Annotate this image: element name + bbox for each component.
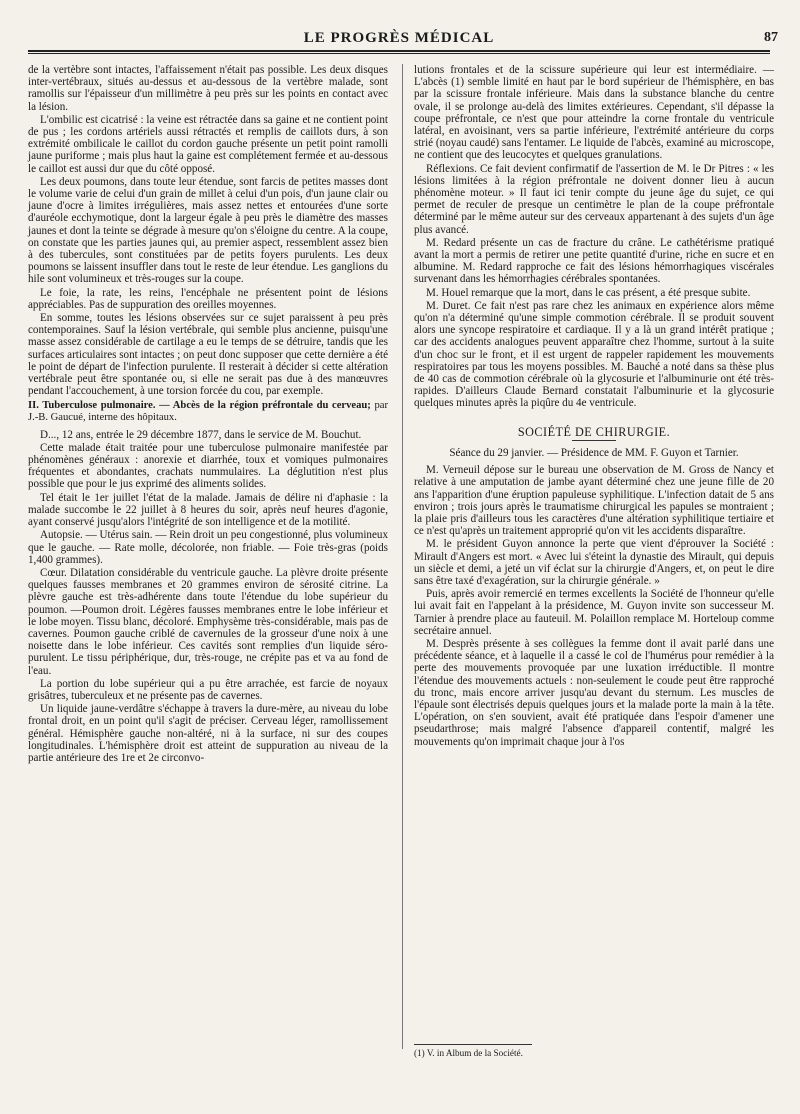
case-title-heading: II. Tuberculose pulmonaire. — Abcès de la région préfrontale du cerveau; (28, 400, 371, 412)
paragraph: M. Verneuil dépose sur le bureau une observation de M. Gross de Nancy et relative à une amputation de jambe ayant déterminé chez une jeune fille de 20 ans l'apparition d'une éruption papuleuse syphilitique. L'infection datait de 5 ans environ ; trois jours après le traumatisme chirurgical les papules se montraient ; la plaie pris d'ailleurs tous les caractères d'une altération syphilitique tertiaire et ce n'est qu'après un traitement approprié qu'on vit les accidents disparaître. (414, 464, 774, 538)
paragraph: Un liquide jaune-verdâtre s'échappe à travers la dure-mère, au niveau du lobe frontal droit, en un point qu'il s'agit de préciser. Cerveau léger, ramollissement général. Hémisphère gauche non-altéré, ni à la surface, ni sur des coupes longitudinales. L'hémisphère droit est atteint de suppuration au niveau de la partie antérieure des 1re et 2e circonvo- (28, 703, 388, 764)
footnote: (1) V. in Album de la Société. (414, 1048, 523, 1058)
case-title (28, 400, 388, 423)
case-title-author: par J.-B. Gaucué, interne des hôpitaux. (28, 400, 388, 424)
paragraph: M. Duret. Ce fait n'est pas rare chez les animaux en expérience alors même qu'on n'a déterminé qu'une simple commotion cérébrale. Il se produit souvent alors une syncope respiratoire et cardiaque. Il y a là un grand intérêt pratique ; car des accidents analogues peuvent apparaître chez l'homme, surtout à la suite d'un choc sur le front, et il est urgent de rappeler rapidement les mouvements respiratoires par tous les moyens possibles. M. Bauché a noté dans sa thèse plus de 40 cas de commotion cérébrale où la glycosurie et l'albuminurie ont été très-rapides. D'ailleurs Claude Bernard constatait l'albuminurie et la glycosurie quelques minutes après la piqûre du 4e ventricule. (414, 299, 774, 410)
paragraph: lutions frontales et de la scissure supérieure qui leur est intermédiaire. — L'abcès (1) semble limité en haut par le bord supérieur de l'hémisphère, en bas par la scissure frontale inférieure. Mais dans la substance blanche du centre ovale, il se prolonge au-delà des limites extérieures. Cependant, s'il dépasse la coupe préfrontale, ce n'est que pour atteindre la corne frontale du ventricule latéral, en avoisinant, vers sa partie inférieure, l'extrémité antérieure du corps strié (noyau caudé) sans l'entamer. Le liquide de l'abcès, examiné au microscope, ne contient que des leucocytes et quelques granulations. (414, 64, 774, 162)
paragraph: M. Houel remarque que la mort, dans le cas présent, a été presque subite. (426, 286, 751, 299)
header-rule-thin (28, 53, 770, 54)
page-header (28, 26, 778, 54)
journal-title: LE PROGRÈS MÉDICAL (303, 30, 495, 46)
paragraph: Le foie, la rate, les reins, l'encéphale ne présentent point de lésions appréciables. Pas de suppuration des oreilles moyennes. (28, 286, 388, 311)
page-number: 87 (764, 30, 778, 45)
section-rule (572, 440, 616, 441)
right-column (414, 64, 774, 749)
paragraph: Les deux poumons, dans toute leur étendue, sont farcis de petites masses dont le volume varie de celui d'un grain de millet à celui d'un pois, d'un jaune clair ou jaune d'ocre à limites irrégulières, mais assez nettes et entourées d'une sorte d'auréole ecchymotique, dont la largeur égale à peu près le diamètre des masses jaunes et dont la teinte se dégrade à mesure qu'on s'éloigne du centre. A la coupe, on constate que les parties jaunes qui, au premier aspect, ressemblent assez bien à des tubercules, sont constituées par de petits foyers purulents. Les deux poumons se laissent insuffler dans tout le reste de leur étendue. Les ganglions du hile sont volumineux et très-rouges sur la coupe. (28, 175, 388, 286)
paragraph: La portion du lobe supérieur qui a pu être arrachée, est farcie de noyaux grisâtres, tuberculeux et ne présente pas de cavernes. (28, 677, 388, 702)
paragraph: de la vertèbre sont intactes, l'affaissement n'était pas possible. Les deux disques inter-vertébraux, situés au-dessus et au-dessous de la vertèbre malade, sont ramollis sur l'épaisseur d'un millimètre à peu près sur les points en contact avec la lésion. (28, 64, 388, 113)
header-rule (28, 50, 770, 52)
column-divider (402, 64, 403, 1049)
paragraph: D..., 12 ans, entrée le 29 décembre 1877, dans le service de M. Bouchut. (40, 428, 362, 441)
left-column (28, 64, 388, 765)
paragraph: Autopsie. — Utérus sain. — Rein droit un peu congestionné, plus volumineux que le gauche. — Rate molle, décolorée, non friable. — Foie très-gras (poids 1,400 grammes). (28, 529, 388, 566)
paragraph: L'ombilic est cicatrisé : la veine est rétractée dans sa gaine et ne contient point de pus ; les cordons artériels aussi rétractés et remplis de caillots durs, à son extrémité ombilicale le caillot du cordon gauche présente un petit point ramolli jaune puriforme ; mais plus haut la gaine est complétement fermée et au-dessous le caillot est aussi dur que du côté opposé. (28, 113, 388, 175)
paragraph: Tel était le 1er juillet l'état de la malade. Jamais de délire ni d'aphasie : la malade succombe le 22 juillet à 8 heures du soir, après neuf heures d'agonie, ayant conservé jusqu'alors l'intégrité de son intelligence et de la motilité. (28, 491, 388, 529)
section-title: SOCIÉTÉ DE CHIRURGIE. (517, 424, 671, 439)
paragraph: Cœur. Dilatation considérable du ventricule gauche. La plèvre droite présente quelques fausses membranes et 20 grammes environ de sérosité citrine. La plèvre gauche est très-adhérente dans toute l'étendue du lobe supérieur du poumon. —Poumon droit. Légères fausses membranes entre le lobe inférieur et le lobe moyen. Tissu blanc, décoloré. Emphysème très-considérable, mais pas de cavernes. Poumon gauche criblé de cavernules de la grosseur d'une noix à une noisette dans le lobe inférieur. Ces cavités sont remplies d'un liquide séro-purulent. Le tissu périphérique, dur, très-rouge, ne crépite pas et va au fond de l'eau. (28, 566, 388, 677)
session-line: Séance du 29 janvier. — Présidence de MM. F. Guyon et Tarnier. (449, 446, 739, 459)
paragraph: M. Desprès présente à ses collègues la femme dont il avait parlé dans une précédente séance, et à laquelle il a cassé le col de l'humérus pour remédier à la perte des mouvements provoquée par une luxation irréductible. Il montre l'étendue des mouvements actuels : non-seulement le coude peut être rapproché du tronc, mais encore arriver jusqu'au devant du sternum. Les muscles de l'épaule sont électrisés depuis quelques jours et la malade porte la main à la tête. L'opération, on s'en souvient, avait été pratiquée dans l'espoir d'amener une pseudarthrose; mais malgré l'absence d'appareil contentif, malgré les mouvements qu'on imprimait chaque jour à l'os (414, 637, 774, 748)
paragraph: Réflexions. Ce fait devient confirmatif de l'assertion de M. le Dr Pitres : « les lésions limitées à la région préfrontale ne doivent donner lieu à aucun phénomène moteur. » Il faut ici tenir compte du jeune âge du sujet, ce qui permet de reculer de presque un centimètre le plan de la coupe préfrontale déterminé par le même auteur sur des cerveaux appartenant à des sujets d'un âge plus avancé. (414, 162, 774, 236)
paragraph: M. le président Guyon annonce la perte que vient d'éprouver la Société : Mirault d'Angers est mort. « Avec lui s'éteint la dynastie des Mirault, qui depuis un siècle et demi, a jeté un vif éclat sur la chirurgie d'Angers, et, on peut le dire sans être taxé d'exagération, sur la chirurgie générale. » (414, 538, 774, 587)
paragraph: M. Redard présente un cas de fracture du crâne. Le cathétérisme pratiqué avant la mort a permis de retirer une petite quantité d'urine, riche en sucre et en albumine. M. Redard rapproche ce fait des lésions hémorrhagiques viscérales survenant dans les hémorrhagies cérébrales spontanées. (414, 236, 774, 286)
paragraph: En somme, toutes les lésions observées sur ce sujet paraissent à peu près contemporaines. Sauf la lésion vertébrale, qui semble plus ancienne, puisqu'une masse assez considérable de cartilage a eu le temps de se détruire, tandis que les surfaces articulaires sont intactes ; on peut donc supposer que cette dernière a été le point de départ de l'infection purulente. Il resterait à décider si cette altération vertébrale peut être spontanée ou, si elle ne serait pas due à des manœuvres pendant l'accouchement, à une torsion forcée du cou, par exemple. (28, 312, 388, 398)
footnote-rule (414, 1044, 532, 1045)
paragraph: Puis, après avoir remercié en termes excellents la Société de l'honneur qu'elle lui avait fait en l'appelant à la présidence, M. Guyon invite son successeur M. Tarnier à prendre place au fauteuil. M. Polaillon remplace M. Horteloup comme secrétaire annuel. (414, 588, 774, 637)
paragraph: Cette malade était traitée pour une tuberculose pulmonaire manifestée par phénomènes généraux : anorexie et diarrhée, toux et vomiques pulmonaires fréquentes et abondantes, crachats nummulaires. La déglutition n'est plus possible que pour le jus exprimé des aliments solides. (28, 441, 388, 491)
